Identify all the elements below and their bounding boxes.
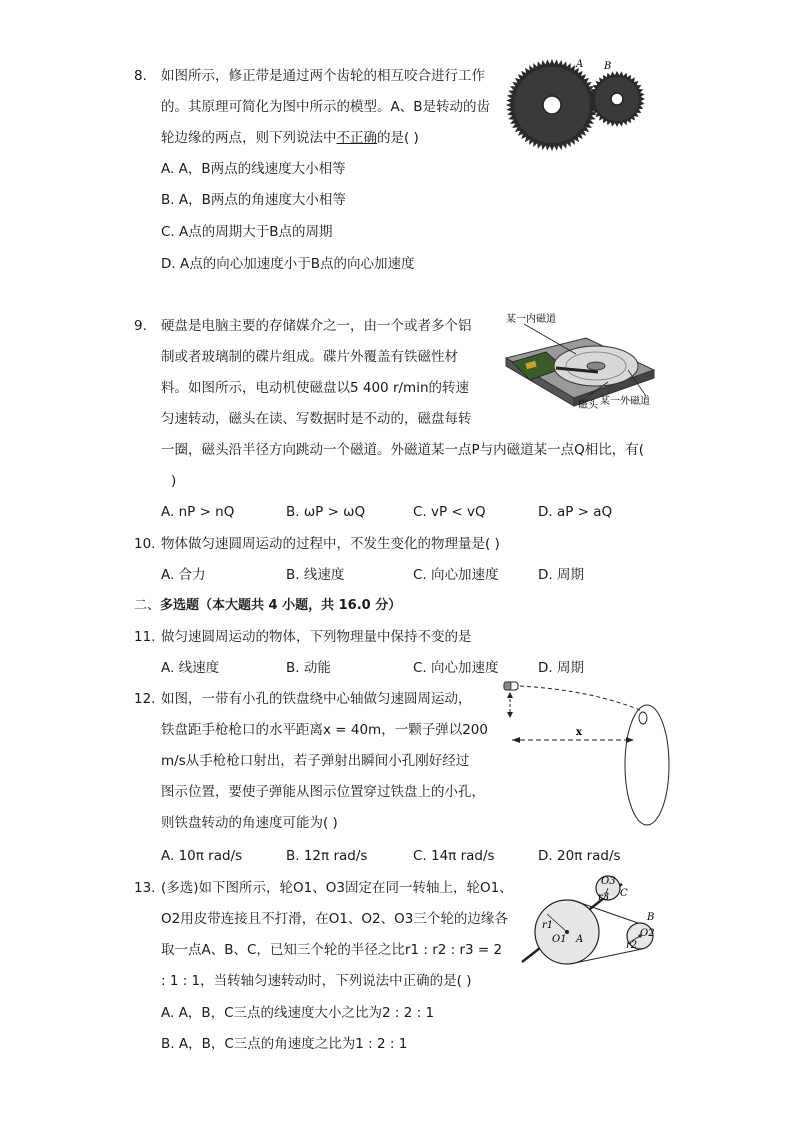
q13-fig-label-a: A [576, 934, 584, 945]
q12-number: 12. [134, 691, 156, 707]
q10-option-a: A. 合力 [161, 567, 206, 583]
q8-number: 8. [134, 68, 147, 84]
q13-stem-line2: O2用皮带连接且不打滑，在O1、O2、O3三个轮的边缘各 [161, 911, 508, 927]
q12-fig-label-x: x [576, 727, 582, 738]
q12-stem-line5: 则铁盘转动的角速度可能为( ) [161, 815, 338, 831]
q9-option-a: A. nP > nQ [161, 504, 235, 520]
q12-bullet-disk-figure [500, 680, 670, 830]
q8-option-a: A. A，B两点的线速度大小相等 [161, 161, 346, 177]
q9-stem-line6: ) [171, 473, 177, 489]
q13-fig-label-b: B [647, 912, 655, 923]
q9-stem-line3: 料。如图所示，电动机使磁盘以5 400 r/min的转速 [161, 380, 469, 396]
q10-number: 10. [134, 536, 156, 552]
q13-fig-label-o2: O2 [640, 928, 655, 939]
q9-stem-line5: 一圈，磁头沿半径方向跳动一个磁道。外磁道某一点P与内磁道某一点Q相比，有( [161, 442, 645, 458]
q9-fig-label-outer: 某一外磁道 [600, 396, 650, 407]
q8-stem-line2: 的。其原理可简化为图中所示的模型。A、B是转动的齿 [161, 99, 490, 115]
q9-stem-line1: 硬盘是电脑主要的存储媒介之一，由一个或者多个铝 [161, 318, 472, 334]
q9-option-b: B. ωP > ωQ [286, 504, 366, 520]
q13-stem-line1: (多选)如下图所示，轮O1、O3固定在同一转轴上，轮O1、 [161, 880, 513, 896]
q8-fig-label-a: A [576, 59, 584, 70]
q12-option-a: A. 10π rad/s [161, 848, 243, 864]
section-title: 多选题（本大题共 4 小题，共 16.0 分） [160, 598, 402, 613]
q8-option-b: B. A，B两点的角速度大小相等 [161, 192, 346, 208]
q12-stem-line2: 铁盘距手枪枪口的水平距离x = 40m，一颗子弹以200 [161, 722, 488, 738]
q9-hard-disk-figure [496, 310, 666, 415]
q8-stem-line1: 如图所示，修正带是通过两个齿轮的相互咬合进行工作 [161, 68, 485, 84]
q13-stem-line4: : 1 : 1，当转轴匀速转动时，下列说法中正确的是( ) [161, 973, 472, 989]
q12-stem-line1: 如图，一带有小孔的铁盘绕中心轴做匀速圆周运动， [161, 691, 472, 707]
section-heading [134, 596, 401, 616]
q12-stem-line3: m/s从手枪枪口射出，若子弹射出瞬间小孔刚好经过 [161, 753, 470, 769]
q10-stem: 物体做匀速圆周运动的过程中，不发生变化的物理量是( ) [161, 536, 500, 552]
q11-option-b: B. 动能 [286, 660, 331, 676]
q13-stem-line3: 取一点A、B、C，已知三个轮的半径之比r1 : r2 : r3 = 2 [161, 942, 503, 958]
q9-stem-line2: 制或者玻璃制的碟片组成。碟片外覆盖有铁磁性材 [161, 349, 458, 365]
q9-option-c: C. vP < vQ [413, 504, 486, 520]
q13-number: 13. [134, 880, 156, 896]
q11-option-d: D. 周期 [538, 660, 584, 676]
q11-number: 11. [134, 629, 156, 645]
q8-option-d: D. A点的向心加速度小于B点的向心加速度 [161, 256, 415, 272]
q9-option-d: D. aP > aQ [538, 504, 613, 520]
q11-stem: 做匀速圆周运动的物体，下列物理量中保持不变的是 [161, 629, 472, 645]
q11-option-a: A. 线速度 [161, 660, 220, 676]
q9-fig-label-inner: 某一内磁道 [506, 314, 556, 325]
q12-option-d: D. 20π rad/s [538, 848, 621, 864]
q12-stem-line4: 图示位置，要使子弹能从图示位置穿过铁盘上的小孔， [161, 784, 485, 800]
q8-fig-label-b: B [604, 61, 612, 72]
q13-fig-label-o3: O3 [601, 876, 616, 887]
q13-fig-label-c: C [620, 888, 628, 899]
q13-option-b: B. A，B，C三点的角速度之比为1 : 2 : 1 [161, 1036, 408, 1052]
q13-fig-label-r2: r2 [626, 940, 638, 951]
q9-stem-line4: 匀速转动，磁头在读、写数据时是不动的，磁盘每转 [161, 411, 472, 427]
q12-option-c: C. 14π rad/s [413, 848, 495, 864]
section-prefix: 二、 [134, 598, 161, 613]
q8-gear-figure [500, 55, 670, 155]
q8-stem-line3 [161, 128, 419, 148]
q13-option-a: A. A，B，C三点的线速度大小之比为2 : 2 : 1 [161, 1005, 435, 1021]
q9-fig-label-head: 磁头 [578, 400, 598, 411]
q8-stem-line3-b: 的是( ) [377, 130, 419, 146]
q8-underlined-text: 不正确 [336, 130, 377, 146]
q8-option-c: C. A点的周期大于B点的周期 [161, 224, 333, 240]
q13-wheels-figure [512, 870, 672, 970]
q10-option-c: C. 向心加速度 [413, 567, 499, 583]
q8-stem-line3-a: 轮边缘的两点，则下列说法中 [161, 130, 337, 146]
q13-fig-label-r1: r1 [542, 920, 554, 931]
q12-option-b: B. 12π rad/s [286, 848, 368, 864]
q13-fig-label-o1: O1 [552, 934, 567, 945]
q11-option-c: C. 向心加速度 [413, 660, 499, 676]
q13-fig-label-r3: r3 [598, 892, 610, 903]
q9-number: 9. [134, 318, 147, 334]
q10-option-d: D. 周期 [538, 567, 584, 583]
q10-option-b: B. 线速度 [286, 567, 345, 583]
